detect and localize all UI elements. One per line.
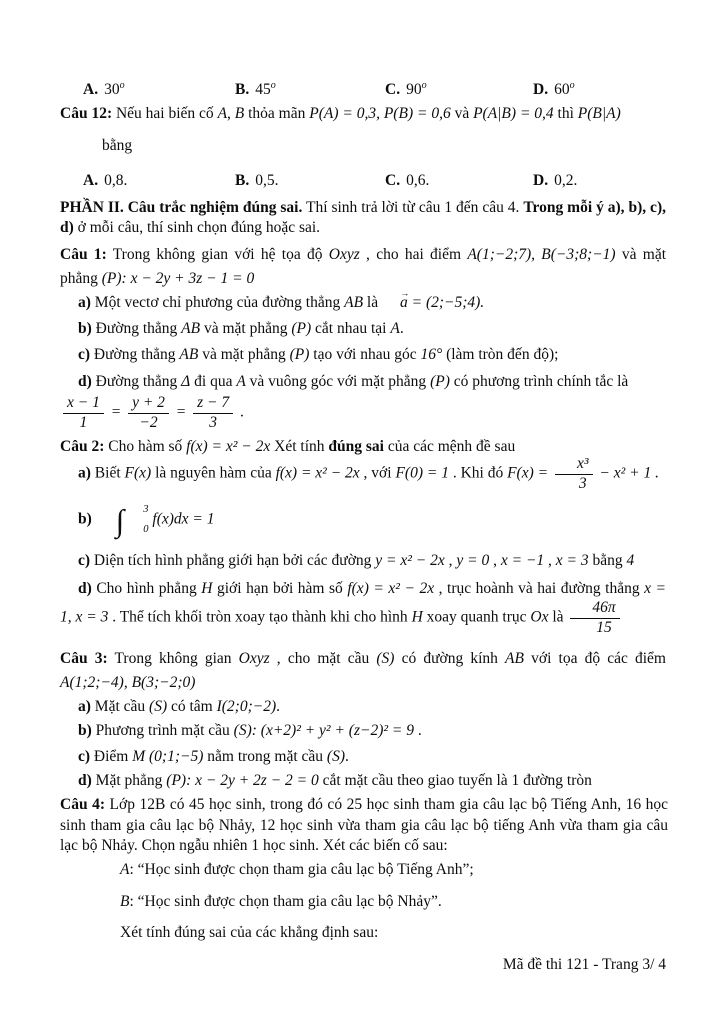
text-segment: của các mệnh đề sau: [383, 438, 516, 455]
text-segment: tạo với nhau góc: [309, 346, 421, 363]
math-segment: (P): [291, 320, 312, 337]
question-number: Câu 3:: [60, 650, 108, 667]
text-segment: là nguyên hàm của: [151, 464, 276, 482]
question-4-stem: [60, 795, 668, 857]
text-segment: với tọa độ các điểm: [523, 650, 666, 667]
math-segment: (S): [326, 748, 345, 765]
option-value: 90: [406, 81, 422, 99]
equals-sign: =: [175, 403, 187, 421]
text-segment: nằm trong mặt cầu: [203, 748, 327, 765]
option-value: 0,5.: [255, 172, 279, 189]
math-segment: AB: [505, 650, 524, 667]
integral-sign: ∫: [115, 502, 125, 538]
math-segment: (P): x − 2y + 2z − 2 = 0: [166, 772, 319, 789]
fraction-numerator: x − 1: [63, 394, 104, 414]
option-b: [235, 171, 278, 191]
item-label: c): [78, 552, 91, 569]
option-d: [533, 171, 577, 191]
text-segment: có tâm: [167, 698, 217, 715]
math-segment: y = x² − 2x: [375, 552, 445, 569]
text-segment: ,: [489, 552, 501, 569]
item-label: c): [78, 346, 91, 363]
question-4-event-a: [120, 860, 474, 880]
fraction: [193, 394, 233, 432]
question-2-item-b: [60, 500, 666, 540]
math-segment: y = 0: [456, 552, 490, 569]
text-segment: bằng: [588, 552, 627, 569]
fraction-numerator: y + 2: [128, 394, 169, 414]
math-segment: f(x) = x² − 2x: [186, 438, 271, 455]
option-d: [533, 76, 575, 100]
integral: [98, 500, 149, 540]
option-label: C.: [385, 172, 401, 189]
question-12-options-row: [0, 171, 725, 191]
math-segment: f(x) = x² − 2x: [275, 464, 360, 482]
text-segment: Diện tích hình phẳng giới hạn bởi các đường: [90, 552, 376, 569]
text-segment: giới hạn bởi hàm số: [212, 580, 348, 597]
text-segment: Mặt cầu: [90, 698, 150, 715]
question-3-item-a: [60, 697, 666, 717]
degree-superscript: o: [119, 80, 125, 91]
math-segment: 16°: [420, 346, 443, 363]
item-label: b): [78, 320, 92, 337]
math-segment: = (2;−5;4).: [407, 294, 485, 311]
math-segment: (S): (x+2)² + y² + (z−2)² = 9: [233, 722, 414, 739]
question-3-item-d: [60, 771, 666, 791]
question-12-continuation: bằng: [102, 137, 133, 154]
option-value: 0,6.: [406, 172, 430, 189]
text-segment: xoay quanh trục: [422, 608, 531, 626]
item-label: a): [78, 698, 91, 715]
math-segment: A: [236, 373, 246, 390]
text-segment: Trong không gian: [107, 650, 239, 667]
fraction-numerator: z − 7: [193, 394, 233, 414]
math-segment: (P): x − 2y + 3z − 1 = 0: [101, 270, 255, 287]
question-3-item-b: [60, 721, 666, 741]
period: .: [240, 403, 244, 421]
text-segment: Điểm: [90, 748, 133, 765]
fraction: [570, 599, 619, 637]
option-value: 0,8.: [104, 172, 128, 189]
item-label: d): [78, 772, 92, 789]
question-1-item-d-equation: [60, 394, 666, 432]
text-segment: và mặt phẳng: [200, 320, 292, 337]
option-a: [83, 171, 127, 191]
part2-title: PHẦN II. Câu trắc nghiệm đúng sai.: [60, 199, 303, 216]
math-segment: f(x) = x² − 2x: [347, 580, 435, 597]
text-segment: và mặt phẳng: [60, 246, 667, 287]
option-value: 0,2.: [554, 172, 578, 189]
fraction-denominator: 15: [596, 618, 612, 636]
option-c: [385, 171, 429, 191]
text-segment: Đường thẳng: [91, 373, 182, 390]
fraction: [555, 455, 593, 493]
text-segment: , với: [359, 464, 396, 482]
text-segment: thỏa mãn: [244, 105, 310, 122]
text-segment: ,: [544, 552, 556, 569]
text-segment: là: [548, 608, 568, 626]
fraction: [128, 394, 169, 432]
degree-superscript: o: [569, 80, 575, 91]
math-segment: A(1;−2;7), B(−3;8;−1): [467, 246, 616, 263]
fraction-denominator: 1: [79, 413, 88, 431]
math-segment: Oxyz: [238, 650, 270, 667]
text-segment: Nếu hai biến cố: [112, 105, 218, 122]
integral-limits: [125, 500, 148, 540]
question-11-options-row: [0, 76, 725, 99]
question-1-item-d: [60, 372, 666, 392]
item-label: a): [78, 294, 91, 311]
option-value: 30: [104, 81, 120, 99]
option-label: C.: [385, 81, 401, 99]
item-label: a): [78, 464, 91, 482]
question-12-stem: [60, 104, 720, 124]
option-label: D.: [533, 81, 549, 99]
math-segment: H: [201, 580, 213, 597]
question-2-item-c: [60, 551, 700, 571]
question-number: Câu 2:: [60, 438, 105, 455]
text-segment: Trong không gian với hệ tọa độ: [106, 246, 329, 263]
math-segment: F(0) = 1: [395, 464, 449, 482]
math-segment: (S): [376, 650, 395, 667]
math-segment: (S): [149, 698, 168, 715]
question-number: Câu 4:: [60, 796, 106, 813]
question-1-stem: [60, 243, 666, 291]
text-segment: .: [276, 698, 281, 715]
question-3-stem: [60, 647, 666, 695]
text-segment: Thí sinh trả lời từ câu 1 đến câu 4.: [302, 199, 524, 216]
text-segment: Lớp 12B có 45 học sinh, trong đó có 25 học sinh tham gia câu lạc bộ Tiếng Anh, 16 học sinh tham gia câu lạc bộ Nhảy, 12 học sinh vừa tham gia câu lạc bộ tiếng Anh vừa tham gia câu lạc bộ Nhảy. Chọn ngẫu nhiên 1 học sinh. Xét các biến cố sau:: [60, 796, 669, 854]
math-segment: Ox: [530, 608, 549, 626]
event-variable: B: [120, 893, 130, 910]
option-a: [83, 76, 125, 100]
question-number: Câu 12:: [60, 105, 113, 122]
text-segment: , trục hoành và hai đường thẳng: [434, 580, 645, 597]
math-segment: 4: [626, 552, 635, 569]
text-segment: Biết: [90, 464, 125, 482]
text-segment: có phương trình chính tắc là: [449, 373, 629, 390]
math-segment: H: [411, 608, 423, 626]
math-segment: A, B: [217, 105, 245, 122]
fraction: [63, 394, 104, 432]
math-segment: A: [390, 320, 400, 337]
integral-upper-limit: 3: [143, 504, 149, 515]
question-2-item-a: [60, 455, 700, 493]
option-label: A.: [83, 81, 99, 99]
text-segment: Đường thẳng: [90, 346, 180, 363]
option-b: [235, 76, 276, 100]
math-segment: (P): [289, 346, 310, 363]
text-segment: và mặt phẳng: [198, 346, 290, 363]
math-segment: (P): [430, 373, 450, 390]
math-segment: I(2;0;−2): [216, 698, 277, 715]
text-segment: và vuông góc với mặt phẳng: [245, 373, 431, 390]
text-segment: Cho hàm số: [104, 438, 187, 455]
text-segment: . Khi đó: [448, 464, 508, 482]
text-segment: thì: [553, 105, 578, 122]
math-segment: AB: [179, 346, 199, 363]
option-c: [385, 76, 427, 100]
degree-superscript: o: [270, 80, 276, 91]
question-3-item-c: [60, 747, 666, 767]
option-label: B.: [235, 172, 250, 189]
text-segment: cắt mặt cầu theo giao tuyến là 1 đường tròn: [318, 772, 592, 789]
fraction-denominator: −2: [139, 413, 158, 431]
item-label: b): [78, 722, 92, 739]
item-label: b): [78, 510, 92, 528]
option-value: 45: [255, 81, 271, 99]
text-segment: đi qua: [190, 373, 237, 390]
degree-superscript: o: [421, 80, 427, 91]
vector-a: a →: [382, 293, 408, 313]
math-segment: x = 1, x = 3: [60, 580, 667, 626]
text-segment: .: [345, 748, 349, 765]
math-segment: F(x): [124, 464, 152, 482]
question-1-item-c: [60, 345, 666, 365]
event-variable: A: [120, 861, 130, 878]
option-label: A.: [83, 172, 99, 189]
text-segment: .: [413, 722, 422, 739]
text-segment: Mặt phẳng: [91, 772, 167, 789]
math-segment: Δ: [181, 373, 191, 390]
text-segment: Xét tính: [270, 438, 329, 455]
option-label: D.: [533, 172, 549, 189]
text-segment: ,: [444, 552, 457, 569]
text-segment: . Thể tích khối tròn xoay tạo thành khi cho hình: [108, 608, 412, 626]
question-number: Câu 1:: [60, 246, 107, 263]
math-segment: Oxyz: [328, 246, 360, 263]
text-segment: có đường kính: [394, 650, 506, 667]
fraction-denominator: 3: [578, 474, 587, 492]
text-segment: Đường thẳng: [91, 320, 182, 337]
text-segment: Cho hình phẳng: [91, 580, 202, 597]
option-value: 60: [554, 81, 570, 99]
math-segment: P(A|B) = 0,4: [473, 105, 554, 122]
item-label: d): [78, 373, 92, 390]
text-segment: , cho hai điểm: [359, 246, 468, 263]
math-segment: A(1;2;−4), B(3;−2;0): [60, 674, 196, 691]
option-label: B.: [235, 81, 250, 99]
text-segment: .: [399, 320, 404, 337]
question-1-item-b: [60, 319, 666, 339]
text-segment: (làm tròn đến độ);: [442, 346, 559, 363]
text-segment: Một vectơ chỉ phương của đường thẳng: [90, 294, 345, 311]
equals-sign: =: [110, 403, 122, 421]
part2-heading: [60, 198, 666, 237]
text-segment: ở mỗi câu, thí sinh chọn đúng hoặc sai.: [73, 218, 321, 236]
text-segment-bold: Trong mỗi ý a), b), c), d): [60, 199, 666, 236]
event-description: : “Học sinh được chọn tham gia câu lạc bộ Nhảy”.: [129, 893, 442, 910]
fraction-denominator: 3: [209, 413, 217, 431]
text-segment-bold: đúng sai: [328, 438, 384, 455]
event-description: : “Học sinh được chọn tham gia câu lạc bộ Tiếng Anh”;: [129, 861, 474, 878]
integral-lower-limit: 0: [143, 524, 149, 535]
math-segment: AB: [344, 294, 364, 311]
item-label: c): [78, 748, 91, 765]
math-segment: F(x) =: [507, 464, 552, 482]
question-2-item-d: [60, 579, 666, 637]
text-segment: , cho mặt cầu: [269, 650, 377, 667]
question-2-stem: [60, 437, 700, 457]
math-segment: x = 3: [555, 552, 589, 569]
math-segment: x = −1: [500, 552, 545, 569]
fraction-numerator: 46π: [570, 599, 619, 619]
question-4-event-b: [120, 892, 442, 912]
math-segment: P(A) = 0,3, P(B) = 0,6: [309, 105, 451, 122]
math-segment: M (0;1;−5): [132, 748, 204, 765]
math-segment: − x² + 1 .: [595, 464, 659, 482]
text-segment: Phương trình mặt cầu: [91, 722, 234, 739]
question-1-item-a: [60, 293, 666, 313]
item-label: d): [78, 580, 92, 597]
text-segment: là: [363, 294, 382, 311]
math-segment: AB: [181, 320, 201, 337]
page-footer: Mã đề thi 121 - Trang 3/ 4: [502, 956, 666, 973]
math-segment: P(B|A): [577, 105, 621, 122]
math-segment: f(x)dx = 1: [148, 510, 215, 528]
fraction-numerator: x³: [555, 455, 593, 475]
text-segment: và: [450, 105, 474, 122]
question-4-closing: Xét tính đúng sai của các khẳng định sau:: [120, 924, 379, 941]
text-segment: cắt nhau tại: [311, 320, 391, 337]
